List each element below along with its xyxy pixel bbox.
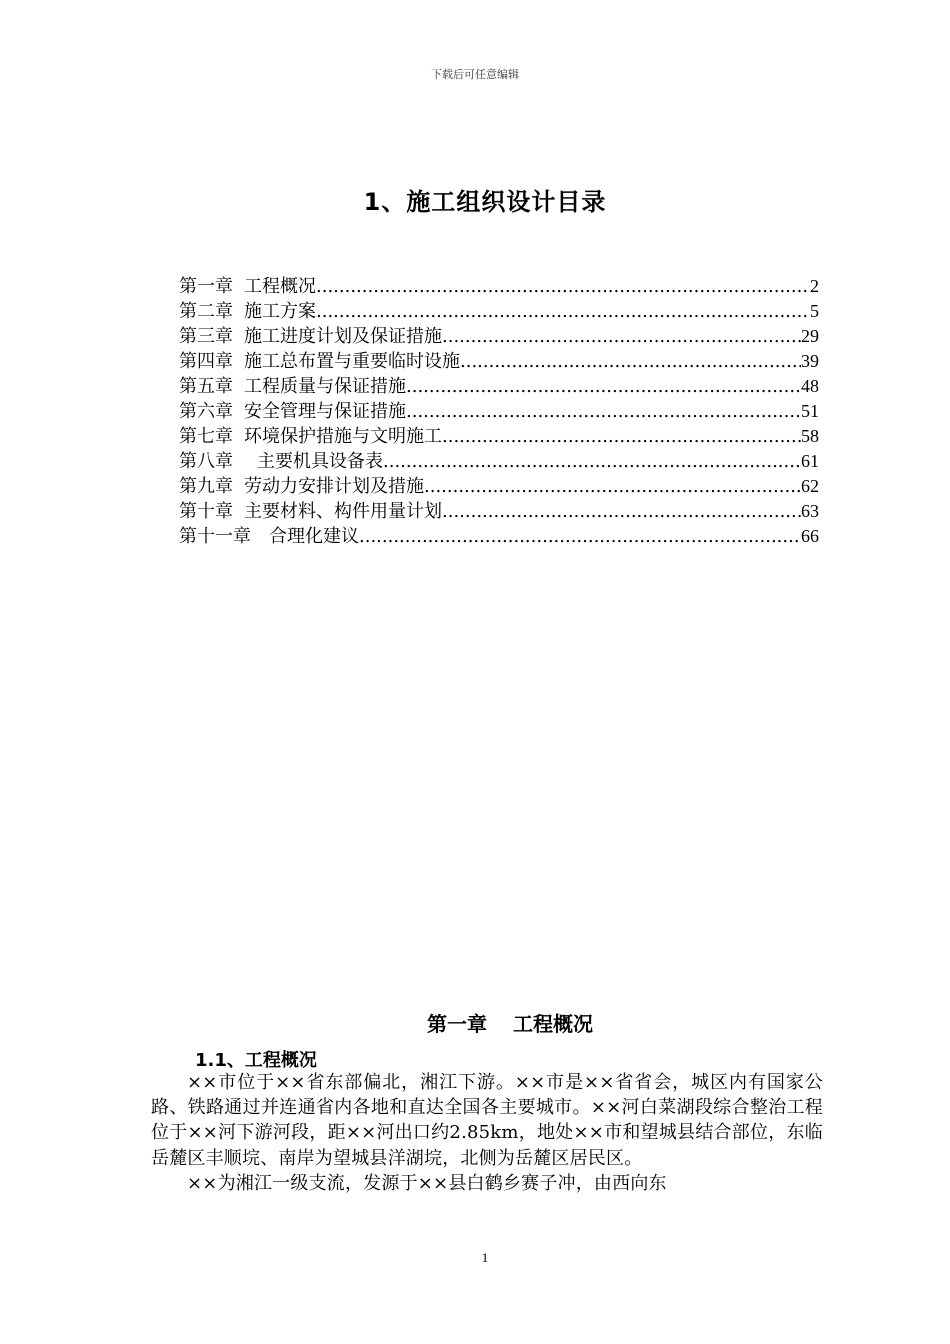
toc-page-number: 62 (801, 476, 819, 496)
toc-entry[interactable] (179, 299, 819, 324)
chapter-number: 第一章 (427, 1012, 487, 1036)
toc-chapter-title: 环境保护措施与文明施工 (244, 426, 442, 447)
toc-dot-leader (359, 524, 801, 549)
toc-chapter-number: 第五章 (179, 376, 233, 397)
toc-chapter-number: 第七章 (179, 426, 233, 447)
toc-entry[interactable] (179, 449, 819, 474)
toc-chapter-title: 劳动力安排计划及措施 (244, 476, 424, 497)
toc-page-number: 63 (801, 501, 819, 521)
section-heading: 1.1、工程概况 (195, 1050, 317, 1071)
chapter-title: 工程概况 (513, 1012, 593, 1036)
table-of-contents (179, 274, 819, 549)
toc-chapter-number: 第十一章 (179, 526, 251, 547)
toc-page-number: 51 (801, 401, 819, 421)
toc-entry[interactable] (179, 374, 819, 399)
toc-chapter-number: 第九章 (179, 476, 233, 497)
toc-dot-leader (383, 449, 801, 474)
paragraph: ××为湘江一级支流，发源于××县白鹤乡赛子冲，由西向东 (187, 1172, 667, 1194)
toc-page-number: 5 (810, 301, 819, 321)
toc-entry[interactable] (179, 324, 819, 349)
toc-dot-leader (442, 499, 801, 524)
toc-dot-leader (442, 324, 801, 349)
toc-chapter-title: 施工进度计划及保证措施 (244, 326, 442, 347)
toc-page-number: 58 (801, 426, 819, 446)
toc-page-number: 66 (801, 526, 819, 546)
toc-chapter-number: 第八章 (179, 451, 233, 472)
toc-entry[interactable] (179, 524, 819, 549)
toc-chapter-number: 第一章 (179, 276, 233, 297)
paragraph: ××市位于××省东部偏北，湘江下游。××市是××省省会，城区内有国家公路、铁路通过并连通省内各地和直达全国各主要城市。××河白菜湖段综合整治工程位于××河下游河段，距××河出口约2.85km，地处××市和望城县结合部位，东临岳麓区丰顺垸、南岸为望城县洋湖垸，北侧为岳麓区居民区。 (151, 1072, 823, 1169)
toc-page-number: 2 (810, 276, 819, 296)
toc-page-number: 29 (801, 326, 819, 346)
toc-entry[interactable] (179, 349, 819, 374)
toc-chapter-number: 第三章 (179, 326, 233, 347)
chapter-heading (0, 1008, 950, 1037)
page-number: 1 (481, 1250, 489, 1265)
toc-dot-leader (406, 399, 801, 424)
toc-page-number: 61 (801, 451, 819, 471)
toc-chapter-number: 第十章 (179, 501, 233, 522)
toc-dot-leader (442, 424, 801, 449)
toc-chapter-title: 合理化建议 (269, 526, 359, 547)
toc-entry[interactable] (179, 399, 819, 424)
toc-entry[interactable] (179, 424, 819, 449)
toc-chapter-title: 施工方案 (244, 301, 316, 322)
toc-dot-leader (424, 474, 801, 499)
body-text (151, 1070, 823, 1196)
toc-chapter-number: 第四章 (179, 351, 233, 372)
toc-entry[interactable] (179, 499, 819, 524)
toc-page-number: 39 (801, 351, 819, 371)
toc-dot-leader (316, 299, 810, 324)
toc-entry[interactable] (179, 274, 819, 299)
toc-page-number: 48 (801, 376, 819, 396)
toc-chapter-title: 安全管理与保证措施 (244, 401, 406, 422)
toc-chapter-number: 第二章 (179, 301, 233, 322)
header-note: 下载后可任意编辑 (431, 68, 519, 81)
toc-title: 1、施工组织设计目录 (363, 188, 607, 216)
toc-chapter-title: 主要材料、构件用量计划 (244, 501, 442, 522)
toc-chapter-title: 施工总布置与重要临时设施 (244, 351, 460, 372)
toc-dot-leader (460, 349, 801, 374)
toc-dot-leader (316, 274, 810, 299)
toc-chapter-title: 工程质量与保证措施 (244, 376, 406, 397)
toc-entry[interactable] (179, 474, 819, 499)
toc-chapter-number: 第六章 (179, 401, 233, 422)
toc-dot-leader (406, 374, 801, 399)
toc-chapter-title: 主要机具设备表 (257, 451, 383, 472)
toc-chapter-title: 工程概况 (244, 276, 316, 297)
